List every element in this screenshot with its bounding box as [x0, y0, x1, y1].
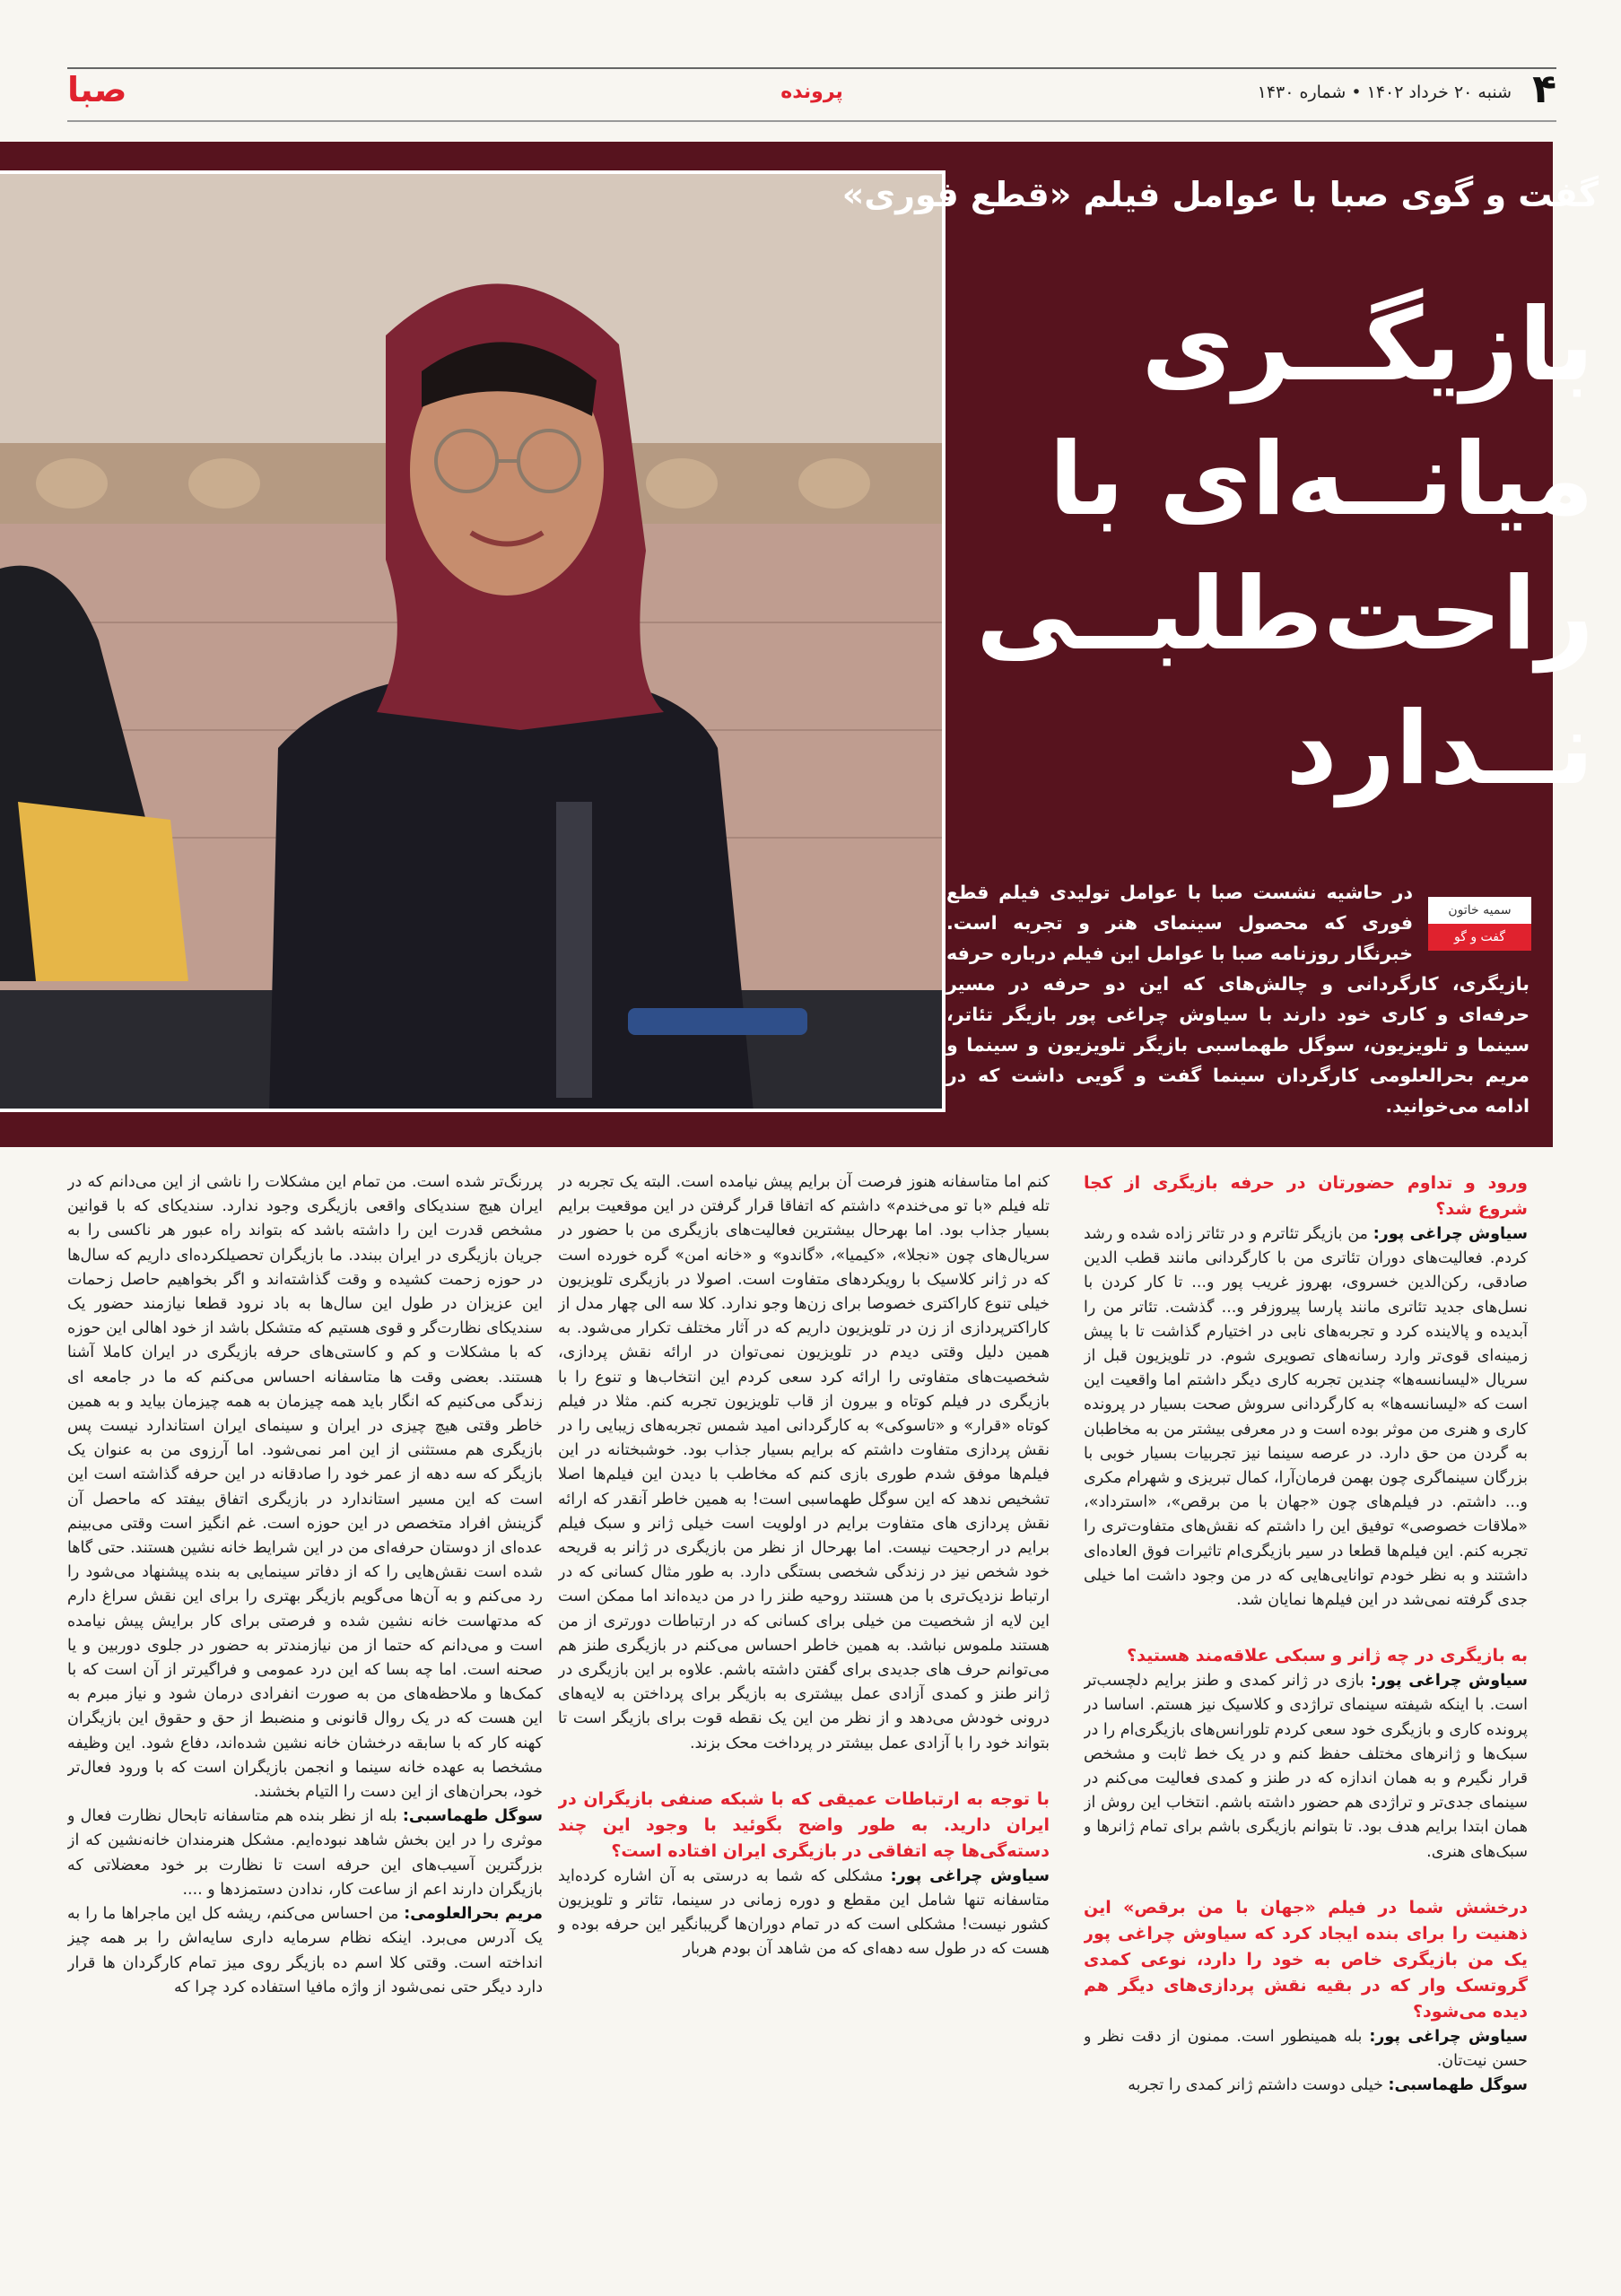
answer-text: من بازیگر تئاترم و در تئاتر زاده شده و رشد کردم. فعالیت‌های دوران تئاتری من با کارگردانی مانند قطب الدین صادقی، رکن‌الدین خسروی، بهروز غریب پور و... تا کار کردن با نسل‌های جدید تئاتری مانند پارسا پیروزفر و... گذشت. تئاتر من را آبدیده و پالاینده کرد و تجربه‌های نابی در اختیارم گذاشت تا با پیش زمینه‌ای قوی‌تر وارد رسانه‌های تصویری شوم. در تلویزیون قبل از سریال «لیسانسه‌ها» چندین تجربه کاری دیگر داشتم اما واقعیت این است که «لیسانسه‌ها» به کارگردانی سروش صحت بسیار در پرونده کاری و هنری من موثر بوده است و در معرفی بیشتر من به مخاطبان به گردن من حق دارد. در عرصه سینما نیز تجربیات بسیار خوبی با بزرگان سینماگری چون بهمن فرمان‌آرا، کمال تبریزی و شهرام مکری و... داشتم. در فیلم‌های چون «جهان با من برقص»، «استرداد»، «ملاقات خصوصی» توفیق این را داشتم که نقش‌های متفاوت‌تری را تجربه کنم. این فیلم‌ها قطعا در سیر بازیگری‌ام تاثیرات فوق العاده‌ای داشتند و به نظر خودم توانایی‌هایی که در من وجود داشت اما خیلی جدی گرفته نمی‌شد در این فیلم‌ها نمایان شد. [1084, 1225, 1528, 1610]
answer [67, 1902, 543, 2000]
question: درخشش شما در فیلم «جهان با من برقص» این ذهنیت را برای بنده ایجاد کرد که سیاوش چراغی پور یک من بازیگری خاص به خود را دارد، نوعی کمدی گروتسک وار که در بقیه نقش پردازی‌های دیگر هم دیده می‌شود؟ [1084, 1897, 1528, 2022]
question: ورود و تداوم حضورتان در حرفه بازیگری از کجا شروع شد؟ [1084, 1173, 1528, 1219]
headline-line: نــدارد [1285, 691, 1594, 807]
answer-text: بازی در ژانر کمدی و طنز برایم دلچسب‌تر است. با اینکه شیفته سینمای تراژدی و کلاسیک نیز هستم. اساسا در پرونده کاری و بازیگری خود سعی کردم تلورانس‌های بازیگری‌ام را در سبک‌ها و ژانرهای مختلف حفظ کنم و در یک خط ثابت و مشخص قرار نگیرم و به همان اندازه که در طنز و کمدی فعالیت می‌کنم در سینمای جدی‌تر و تراژدی هم حضور داشته باشم. انتخاب این روش از همان ابتدا برایم هدف بود. تا بتوانم بازیگری باشم برای تمام ژانرها و سبک‌های هنری. [1084, 1672, 1528, 1861]
answer-text: بله از نظر بنده هم متاسفانه تابحال نظارت فعال و موثری را در این بخش شاهد نبوده‌ایم. مشکل هنرمندان خانه‌نشین که از بزرگترین آسیب‌های این حرفه است تا نظارت بر خود معضلاتی که بازیگران دارند اعم از ساعت کار، ندادن دستمزدها و .... [67, 1807, 543, 1899]
answer [1084, 2025, 1528, 2074]
answer-continued: پررنگ‌تر شده است. من تمام این مشکلات را ناشی از این می‌دانم که در ایران هیچ سندیکای واقعی بازیگری وجود ندارد. سندیکای که با قوانین مشخص قدرت این را داشته باشد که بتواند راه عبور هر ناکسی را به جریان بازیگری در ایران ببندد. ما بازیگران تحصیلکرده‌ای داریم که سال‌ها در حوزه زحمت کشیده و وقت گذاشته‌اند و اگر بخواهیم حاصل زحمات این عزیزان در طول این سال‌ها به باد نرود قطعا نیازمند حضور یک سندیکای نظارت‌گر و قوی هستیم که متشکل باشد از خود اهالی این حوزه که با مشکلات و کم و کاستی‌های حرفه بازیگری در ایران کاملا آشنا هستند. بعضی وقت ها متاسفانه احساس می‌کنم که ما در جامعه ای زندگی می‌کنیم که انگار باید همه چیزمان به همه چیزمان بیاید و به همین خاطر وقتی هیچ چیزی در ایران و سینمای ایران استاندارد نیست پس بازیگری هم مستثنی از این امر نمی‌شود. اما آرزوی من به عنوان یک بازیگر که سه دهه از عمر خود را صادقانه در این حرفه گذاشته است این است که این مسیر استاندارد در بازیگری اتفاق بیفتد که ماحصل آن گزینش افراد متخصص در این حوزه است. غم انگیز است وقتی می‌بینم عده‌ای از دوستان حرفه‌ای من در این شرایط خانه نشین هستند. حتی گاها شده است نقش‌هایی را که از دفاتر سینمایی به بنده پیشنهاد می‌شود را رد می‌کنم و به آن‌ها می‌گویم بازیگر بهتری را برای این نقش سراغ دارم که مدتهاست خانه نشین شده و فرصتی برای کار برایش پیش نیامده است و می‌دانم که حتما از من نیازمندتر به حضور در جلوی دوربین و یا صحنه است. اما چه بسا که این درد عمومی و فراگیرتر از آن است که با کمک‌ها و ملاحظه‌های من به صورت انفرادی درمان شود و نیاز مبرم به این هست که در یک روال قانونی و منضبط از حق و حقوق این بازیگران کهنه کار که با سابقه درخشان خانه نشین شده‌اند، دفاع شود. این وظیفه مشخصا به عهده خانه سینما و انجمن بازیگران است که با ورود فعال‌تر خود، بحران‌های از این دست را التیام بخشند. [67, 1173, 543, 1802]
headline-line: راحت‌طلبــی [976, 556, 1594, 673]
answer [1084, 2074, 1528, 2098]
article-column-2 [558, 1170, 1050, 2265]
kicker: گفت و گوی صبا با عوامل فیلم «قطع فوری» [841, 175, 1599, 214]
answer [1084, 1222, 1528, 1613]
photo-illustration [0, 174, 942, 1112]
speaker: سوگل طهماسبی: [402, 1807, 543, 1826]
category-label: گفت و گو [1428, 924, 1531, 951]
headline-line: میانــه‌ای با [1049, 422, 1594, 538]
header-rule [67, 120, 1556, 122]
dateline: شنبه ۲۰ خرداد ۱۴۰۲ • شماره ۱۴۳۰ [1257, 83, 1512, 102]
answer [558, 1865, 1050, 1962]
question: به بازیگری در چه ژانر و سبکی علاقه‌مند هستید؟ [1127, 1646, 1528, 1666]
answer [67, 1805, 543, 1902]
top-rule [67, 67, 1556, 69]
answer-continued: کنم اما متاسفانه هنوز فرصت آن برایم پیش نیامده است. البته یک تجربه در تله فیلم «با تو می‌خندم» داشتم که اتفاقا قرار گرفتن در این موقعیت برایم بسیار جذاب بود. اما بهرحال بیشترین فعالیت‌های بازیگری من با حضور در سریال‌های چون «نجلا»، «کیمیا»، «گاندو» و «خانه امن» گره خورده است که در ژانر کلاسیک با رویکردهای متفاوت است. اصولا در بازیگری تلویزیون خیلی تنوع کاراکتری خصوصا برای زن‌ها وجو ندارد. کلا سه الی چهار مدل از کاراکترپردازی از زن در تلویزیون داریم که در آثار مختلف تکرار می‌شود. به همین دلیل وقتی دیدم در تلویزیون نمی‌توان در ارائه نقش پردازی، شخصیت‌های متفاوتی را ارائه کرد سعی کردم این انتخاب‌ها و تنوع را با بازیگری در فیلم کوتاه و بیرون از قاب تلویزیون تجربه کنم. مثلا در فیلم کوتاه «قرار» و «تاسوکی» به کارگردانی امید شمس تجربه‌های زیبایی را در نقش پردازی متفاوت داشتم که برایم بسیار جذاب بود. خوشبختانه در این فیلم‌ها موفق شدم طوری بازی کنم که مخاطب با دیدن این فیلم‌ها اصلا تشخیص ندهد که این سوگل طهماسبی است! به همین خاطر آنقدر که ارائه نقش پردازی های متفاوت برایم در اولویت است خیلی ژانر و سبک فیلم برایم در ارجحیت نیست. اما بهرحال از نظر من بازیگری در ژانر به قریحه خود شخص نیز در زندگی شخصی بستگی دارد. به طور مثال کسانی که در ارتباط نزدیک‌تری با من هستند روحیه طنز را در من دیده‌اند اما ممکن است این لایه از شخصیت من خیلی برای کسانی که در ارتباطات دورتری از من هستند ملموس نباشد. به همین خاطر احساس می‌کنم در بازیگری طنز هم می‌توانم حرف های جدیدی برای گفتن داشته باشم. علاوه بر این بازیگری در ژانر طنز و کمدی آزادی عمل بیشتری به بازیگر برای پرداختن به لایه‌های درونی خودش می‌دهد و از نظر من این یک نقطه قوت برای بازیگر است تا بتواند خود را با آزادی عمل بیشتر در پرداخت محک بزند. [558, 1173, 1050, 1752]
answer-text: بله همینطور است. ممنون از دقت نظر و حسن نیت‌تان. [1084, 2027, 1528, 2071]
speaker: سیاوش چراغی پور: [890, 1866, 1050, 1885]
question: با توجه به ارتباطات عمیقی که با شبکه صنفی بازیگران در ایران دارید. به طور واضح بگوئید با وجود این چند دسته‌گی‌ها چه اتفاقی در بازیگری ایران افتاده است؟ [558, 1788, 1050, 1861]
speaker: سوگل طهماسبی: [1388, 2076, 1528, 2095]
masthead [67, 66, 1556, 120]
author-name: سمیه خاتون [1428, 897, 1531, 924]
speaker: مریم بحرالعلومی: [404, 1905, 543, 1924]
section-label: پرونده [780, 81, 843, 103]
answer-text: مشکلی که شما به درستی به آن اشاره کرده‌اید متاسفانه تنها شامل این مقطع و دوره زمانی در سینما، تئاتر و تلویزیون کشور نیست! مشکلی است که در تمام دوران‌ها گریبانگیر این حرفه بوده و هست که در طول سه دهه‌ای که من شاهد آن بودم هربار [558, 1866, 1050, 1959]
page-number: ۴ [1532, 66, 1556, 112]
speaker: سیاوش چراغی پور: [1370, 1672, 1528, 1691]
byline-box [1428, 897, 1531, 951]
answer-text: خیلی دوست داشتم ژانر کمدی را تجربه [1128, 2076, 1389, 2095]
answer-text: من احساس می‌کنم، ریشه کل این ماجراها ما را به یک آدرس می‌برد. اینکه نظام سرمایه داری سایه‌اش را بر همه چیز انداخته است. وقتی کلا اسم ده بازیگر روی میز تمام کارگردان ها قرار دارد دیگر حتی نمی‌شود از واژه مافیا استفاده کرد چرا که [67, 1905, 543, 1996]
answer [1084, 1669, 1528, 1865]
article-column-1 [1084, 1170, 1528, 2265]
headline [976, 278, 1594, 816]
lead-text: در حاشیه نشست صبا با عوامل تولیدی فیلم قطع فوری که محصول سینمای هنر و تجربه است. خبرنگار روزنامه صبا با عوامل این فیلم درباره حرفه بازیگری، کارگردانی و چالش‌های که این دو حرفه در مسیر حرفه‌ای و کاری خود دارند با سیاوش چراغی پور بازیگر تئاتر، سینما و تلویزیون، سوگل طهماسبی بازیگر تلویزیون و سینما و مریم بحرالعلومی کارگردان سینما گفت و گویی داشت که در ادامه می‌خوانید. [946, 882, 1529, 1117]
headline-line: بازیگــری [1141, 287, 1594, 404]
speaker: سیاوش چراغی پور: [1369, 2027, 1528, 2046]
newspaper-logo: صبا [67, 70, 127, 109]
speaker: سیاوش چراغی پور: [1373, 1225, 1528, 1243]
article-column-3 [67, 1170, 543, 2265]
interview-photo [0, 170, 946, 1112]
